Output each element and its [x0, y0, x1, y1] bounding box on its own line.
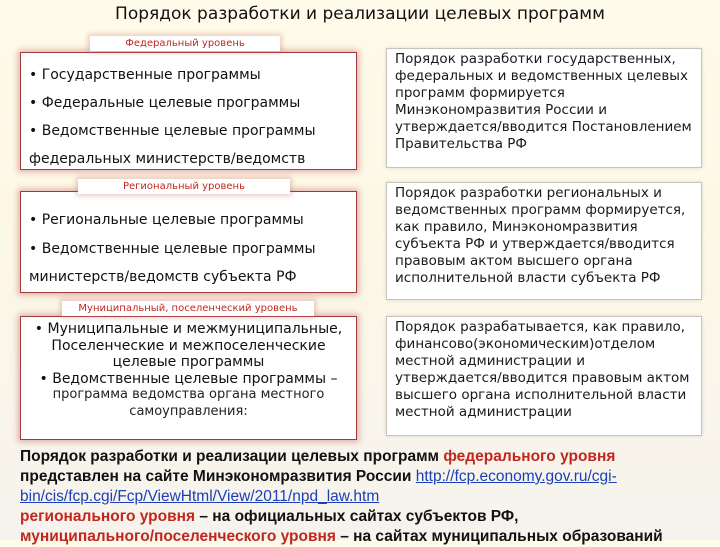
- bottom-paragraph: [20, 447, 710, 547]
- municipal-description: Порядок разрабатывается, как правило, финансово(экономическим)отделом местной администрации и утверждается/вводится правовым актом высшего органа исполнительной власти местной администрации: [386, 316, 702, 436]
- bottom-text-3: – на официальных сайтах субъектов РФ,: [195, 508, 519, 525]
- bottom-text-2: представлен на сайте Минэкономразвития России: [20, 468, 416, 485]
- regional-item-regional-programs: • Региональные целевые программы: [29, 212, 304, 228]
- federal-item-departmental-programs: • Ведомственные целевые программы: [29, 123, 316, 139]
- regional-level-highlight: регионального уровня: [20, 508, 196, 525]
- federal-level-tag: Федеральный уровень: [90, 36, 280, 51]
- municipal-line-1: • Муниципальные и межмуниципальные,: [34, 321, 343, 337]
- municipal-level-tag: Муниципальный, поселенческий уровень: [62, 301, 314, 316]
- federal-item-federal-target-programs: • Федеральные целевые программы: [29, 95, 301, 111]
- municipal-programs-text: [21, 321, 356, 420]
- federal-item-ministries: федеральных министерств/ведомств: [29, 151, 306, 167]
- ministry-link[interactable]: http://fcp.economy.gov.ru/cgi-bin/cis/fcp.cgi/Fcp/ViewHtml/View/2011/npd_law.htm: [20, 468, 617, 505]
- federal-description: Порядок разработки государственных, федеральных и ведомственных целевых программ формируется Минэкономразвития России и утверждается/вводится Постановлением Правительства РФ: [386, 48, 702, 168]
- bottom-text-1: Порядок разработки и реализации целевых программ: [20, 448, 444, 465]
- municipal-line-2: Поселенческие и межпоселенческие: [51, 337, 326, 354]
- regional-level-tag: Региональный уровень: [78, 179, 290, 194]
- municipal-line-6: самоуправления:: [129, 403, 248, 419]
- municipal-programs-box: [20, 316, 357, 440]
- federal-item-state-programs: • Государственные программы: [29, 67, 261, 83]
- regional-programs-box: [20, 191, 357, 293]
- municipal-line-3: целевые программы: [112, 354, 265, 370]
- bottom-text-4: – на сайтах муниципальных образований: [335, 528, 663, 545]
- federal-programs-box: [20, 52, 357, 170]
- municipal-line-5: программа ведомства органа местного: [52, 387, 325, 402]
- federal-level-highlight: федерального уровня: [443, 448, 616, 465]
- page-title: Порядок разработки и реализации целевых программ: [115, 4, 605, 24]
- municipal-line-4: • Ведомственные целевые программы –: [39, 370, 338, 387]
- regional-item-departmental-programs: • Ведомственные целевые программы: [29, 241, 316, 257]
- regional-description: Порядок разработки региональных и ведомственных программ формируется, как правило, Минэкономразвития субъекта РФ и утверждается/вводится правовым актом высшего органа исполнительной власти субъекта РФ: [386, 182, 702, 300]
- municipal-level-highlight: муниципального/поселенческого уровня: [20, 528, 336, 545]
- regional-item-ministries: министерств/ведомств субъекта РФ: [29, 269, 297, 285]
